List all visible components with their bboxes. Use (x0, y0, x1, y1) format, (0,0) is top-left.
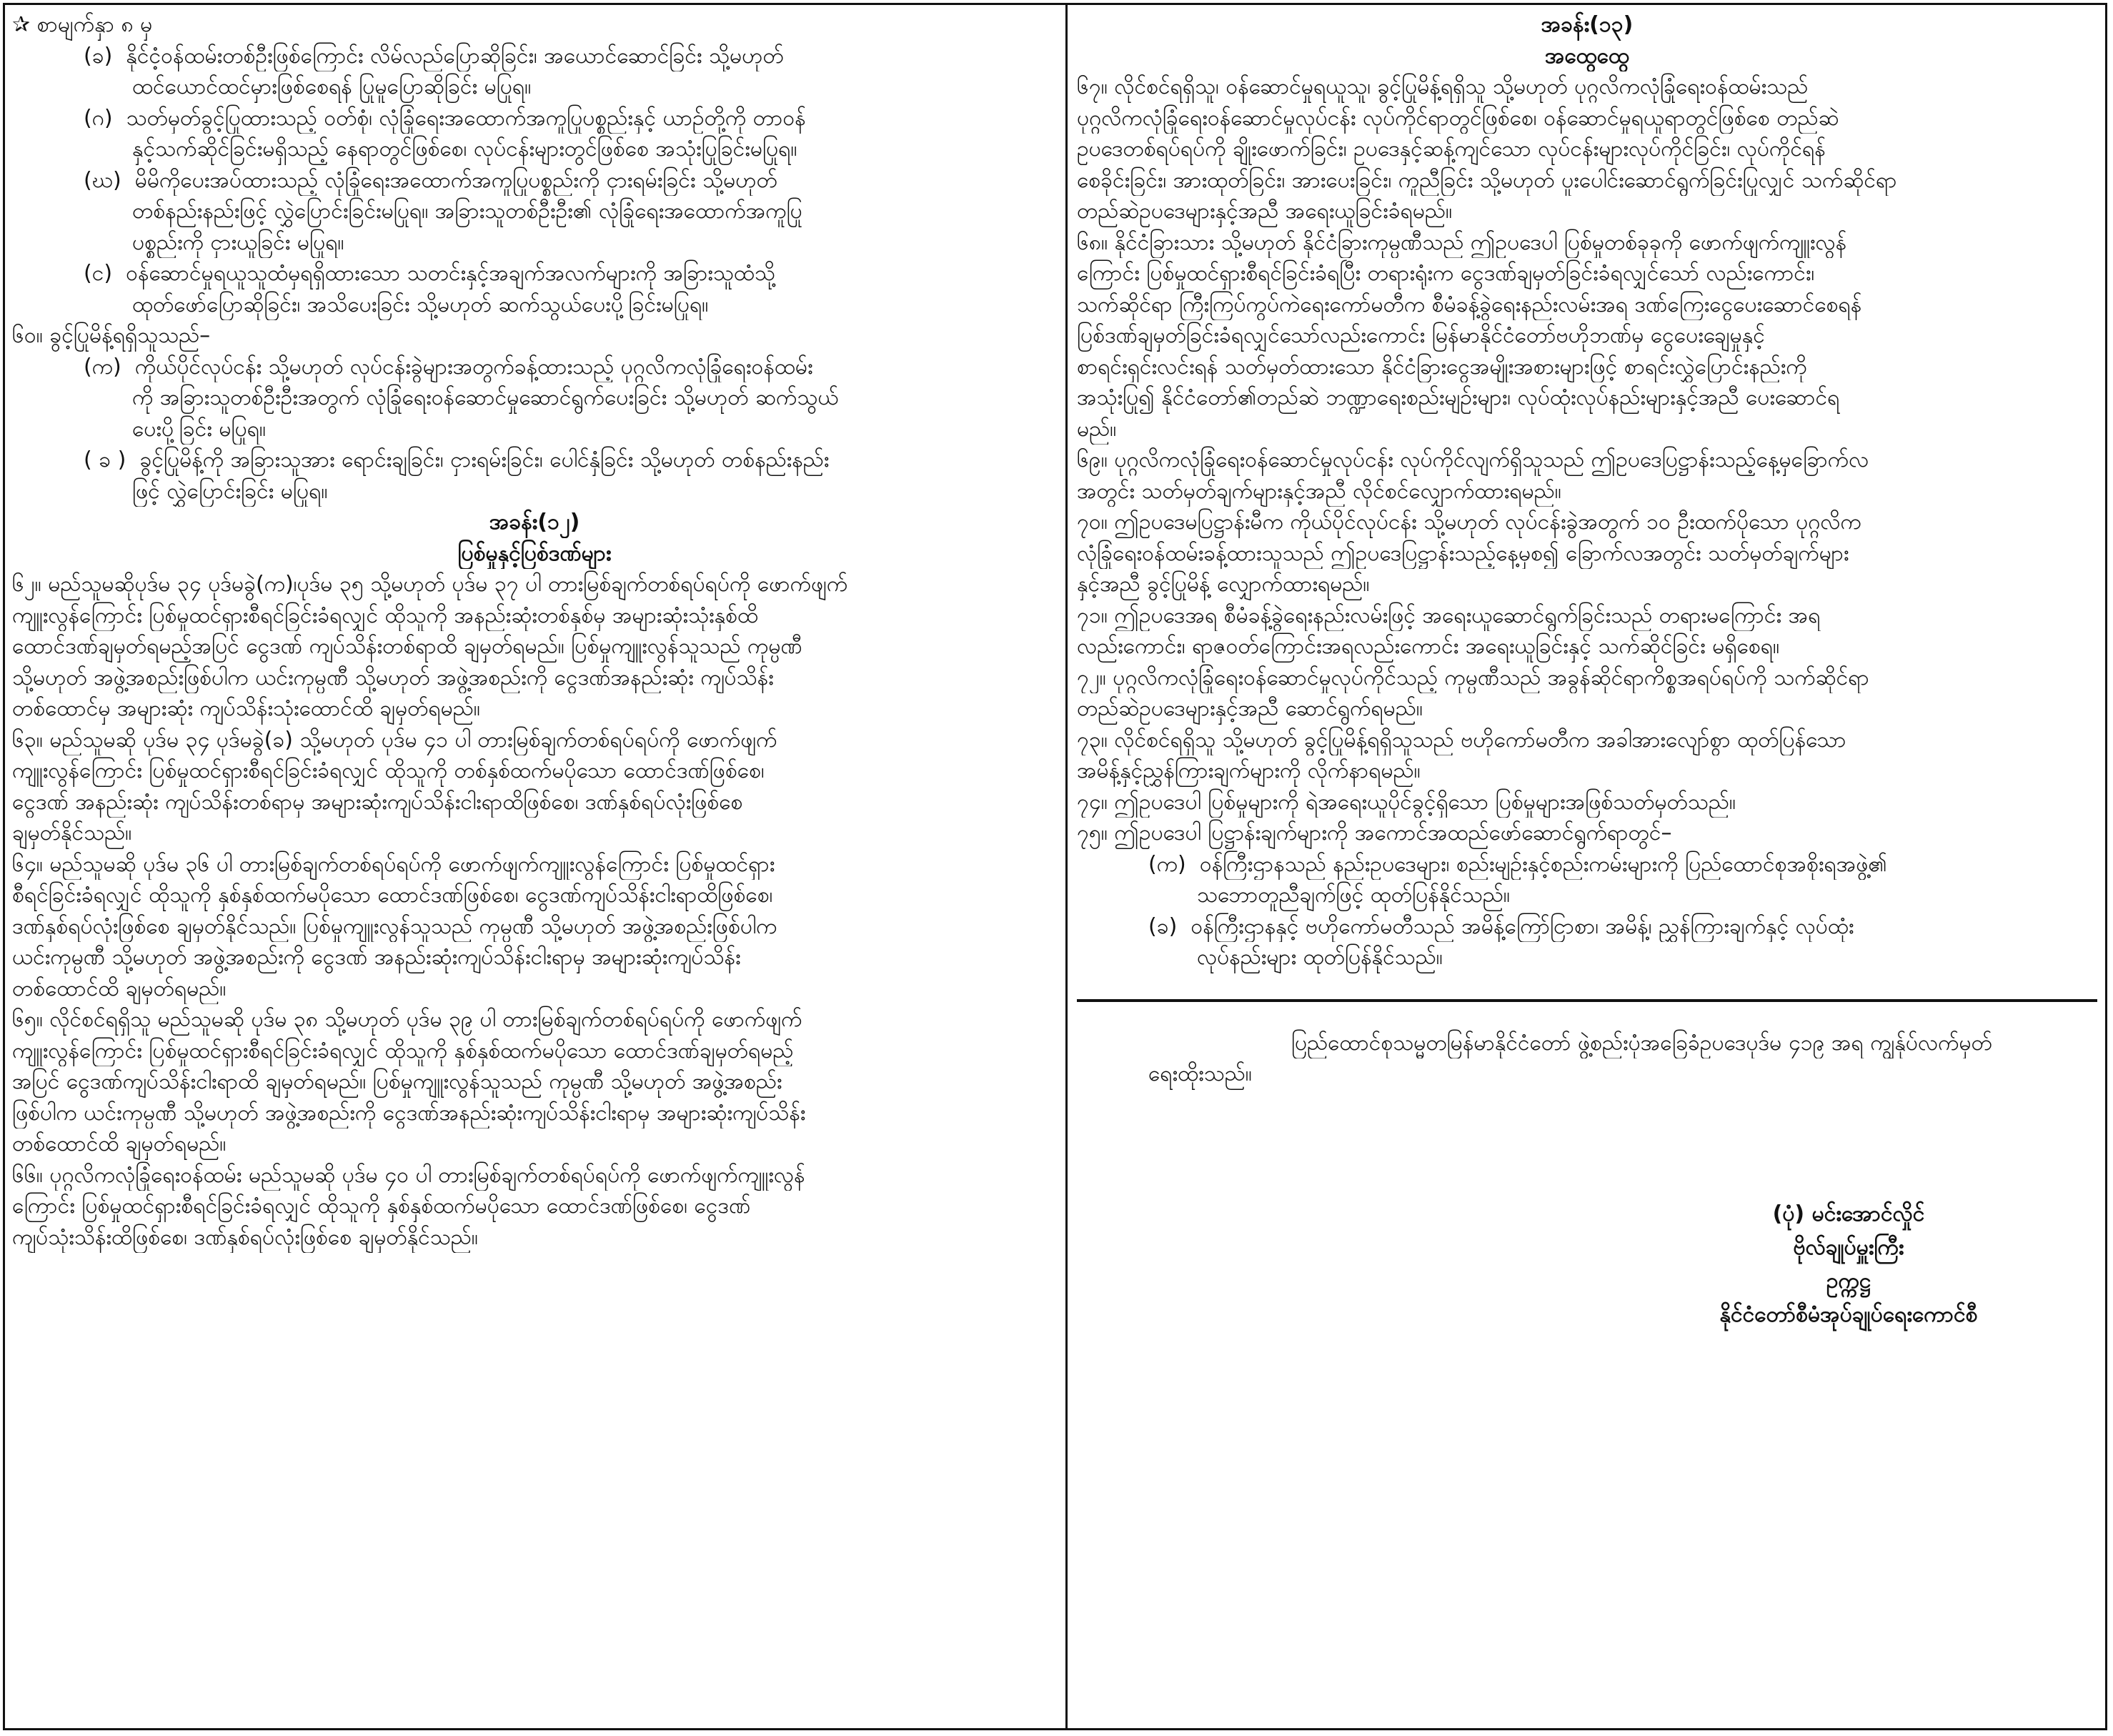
paragraph-line: ၆၆။ ပုဂ္ဂလိကလုံခြုံရေးဝန်ထမ်း မည်သူမဆို ပုဒ်မ ၄၀ ပါ တားမြစ်ချက်တစ်ရပ်ရပ်ကို ဖောက်ဖျက်ကျူးလွန် (12, 1162, 805, 1188)
section-75-ka-line2: သဘောတူညီချက်ဖြင့် ထုတ်ပြန်နိုင်သည်။ (1197, 883, 1511, 908)
section-75-lead: ၇၅။ ဤဥပဒေပါ ပြဋ္ဌာန်းချက်များကို အကောင်အထည်ဖော်ဆောင်ရွက်ရာတွင်– (1077, 820, 1672, 845)
paragraph-line: တစ်ထောင်မှ အများဆုံး ကျပ်သိန်းသုံးထောင်ထိ ချမှတ်ရမည်။ (12, 696, 480, 721)
paragraph-line: အမိန့်နှင့်ညွှန်ကြားချက်များကို လိုက်နာရမည်။ (1077, 758, 1421, 783)
paragraph-65 (12, 1004, 1057, 1160)
paragraph-line: အပြင် ငွေဒဏ်ကျပ်သိန်းငါးရာထိ ချမှတ်ရမည်။ ပြစ်မှုကျူးလွန်သူသည် ကုမ္ပဏီ သို့မဟုတ် အဖွဲ့အစည်း (12, 1069, 782, 1094)
signature-rank: ဗိုလ်ချုပ်မှူးကြီး (1793, 1234, 1904, 1260)
paragraph-line: ကျူးလွန်ကြောင်း ပြစ်မှုထင်ရှားစီရင်ခြင်းခံရလျှင် ထိုသူကို တစ်နှစ်ထက်မပိုသော ထောင်ဒဏ်ဖြစ်စေ၊ (12, 758, 765, 783)
paragraph-line: ၇၂။ ပုဂ္ဂလိကလုံခြုံရေးဝန်ဆောင်မှုလုပ်ကိုင်သည့် ကုမ္ပဏီသည် အခွန်ဆိုင်ရာကိစ္စအရပ်ရပ်ကို သက်ဆိုင်ရာ (1077, 665, 1869, 690)
paragraph-line: စီရင်ခြင်းခံရလျှင် ထိုသူကို နှစ်နှစ်ထက်မပိုသော ထောင်ဒဏ်ဖြစ်စေ၊ ငွေဒဏ်ကျပ်သိန်းငါးရာထိဖြစ်စေ၊ (12, 883, 773, 908)
paragraph-73 (1077, 725, 2097, 787)
paragraph-line: ကြောင်း ပြစ်မှုထင်ရှားစီရင်ခြင်းခံရပြီး တရားရုံးက ငွေဒဏ်ချမှတ်ခြင်းခံရလျှင်သော် လည်းကောင်း၊ (1077, 261, 1815, 286)
paragraph-line: ၆၄။ မည်သူမဆို ပုဒ်မ ၃၆ ပါ တားမြစ်ချက်တစ်ရပ်ရပ်ကို ဖောက်ဖျက်ကျူးလွန်ကြောင်း ပြစ်မှုထင်ရှား (12, 851, 775, 877)
paragraph-line: တစ်ထောင်ထိ ချမှတ်ရမည်။ (12, 1131, 227, 1156)
paragraph-line: ပြစ်ဒဏ်ချမှတ်ခြင်းခံရလျှင်သော်လည်းကောင်း မြန်မာနိုင်ငံတော်ဗဟိုဘဏ်မှ ငွေပေးချေမှုနှင့် (1077, 323, 1765, 348)
paragraph-line: ပုဂ္ဂလိကလုံခြုံရေးဝန်ဆောင်မှုလုပ်ငန်း လုပ်ကိုင်ရာတွင်ဖြစ်စေ၊ ဝန်ဆောင်မှုရယူရာတွင်ဖြစ်စေ တည်ဆဲ (1077, 105, 1839, 131)
paragraph-74 (1077, 787, 2097, 818)
paragraph-line: စာရင်းရှင်းလင်းရန် သတ်မှတ်ထားသော နိုင်ငံခြားငွေအမျိုးအစားများဖြင့် စာရင်းလွှဲပြောင်းနည်းကို (1077, 354, 1807, 380)
paragraph-68 (1077, 227, 2097, 445)
chapter-13-title: အခန်း(၁၃) (1541, 12, 1634, 37)
chapter-12-title: အခန်း(၁၂) (489, 510, 580, 535)
section-60-ka-line2: ကို အခြားသူတစ်ဦးဦးအတွက် လုံခြုံရေးဝန်ဆောင်မှုဆောင်ရွက်ပေးခြင်း သို့မဟုတ် ဆက်သွယ် (132, 385, 839, 410)
paragraph-line: ယင်းကုမ္ပဏီ သို့မဟုတ် အဖွဲ့အစည်းကို ငွေဒဏ် အနည်းဆုံးကျပ်သိန်းငါးရာမှ အများဆုံးကျပ်သိန်း (12, 945, 741, 970)
paragraph-line: ဥပဒေတစ်ရပ်ရပ်ကို ချိုးဖောက်ခြင်း၊ ဥပဒေနှင့်ဆန့်ကျင်သော လုပ်ငန်းများလုပ်ကိုင်ခြင်း၊ လုပ်ကိုင်ရန် (1077, 137, 1826, 162)
section-60-kha-line2: ဖြင့် လွှဲပြောင်းခြင်း မပြုရ။ (132, 478, 328, 504)
paragraph-line: ချမှတ်နိုင်သည်။ (12, 820, 132, 845)
paragraph-line: ၇၄။ ဤဥပဒေပါ ပြစ်မှုများကို ရဲအရေးယူပိုင်ခွင့်ရှိသော ပြစ်မှုများအဖြစ်သတ်မှတ်သည်။ (1077, 789, 1736, 815)
paragraph-67 (1077, 71, 2097, 227)
column-divider (1065, 5, 1068, 1728)
paragraph-line: နှင့်အညီ ခွင့်ပြုမိန့် လျှောက်ထားရမည်။ (1077, 572, 1370, 597)
newspaper-page (3, 3, 2107, 1730)
signature-council: နိုင်ငံတော်စီမံအုပ်ချုပ်ရေးကောင်စီ (1719, 1301, 1978, 1327)
signature-role: ဥက္ကဋ္ဌ (1826, 1268, 1871, 1294)
paragraph-line: မည်။ (1077, 416, 1117, 442)
section-75-kha-line1: (ခ) ဝန်ကြီးဌာနနှင့် ဗဟိုကော်မတီသည် အမိန့်ကြော်ငြာစာ၊ အမိန့်၊ ညွှန်ကြားချက်နှင့် လုပ်ထုံး (1148, 913, 1854, 939)
paragraph-line: ၆၂။ မည်သူမဆိုပုဒ်မ ၃၄ ပုဒ်မခွဲ(က)၊ပုဒ်မ ၃၅ သို့မဟုတ် ပုဒ်မ ၃၇ ပါ တားမြစ်ချက်တစ်ရပ်ရပ်ကို ဖောက်ဖျက် (12, 572, 848, 597)
paragraph-line: ကျပ်သုံးသိန်းထိဖြစ်စေ၊ ဒဏ်နှစ်ရပ်လုံးဖြစ်စေ ချမှတ်နိုင်သည်။ (12, 1224, 478, 1250)
right-column (1077, 9, 2097, 1724)
paragraph-line: တည်ဆဲဥပဒေများနှင့်အညီ ဆောင်ရွက်ရမည်။ (1077, 696, 1423, 721)
section-75-kha-line2: လုပ်နည်းများ ထုတ်ပြန်နိုင်သည်။ (1197, 945, 1443, 970)
item-ga-line2: နှင့်သက်ဆိုင်ခြင်းမရှိသည့် နေရာတွင်ဖြစ်စေ၊ လုပ်ငန်းများတွင်ဖြစ်စေ အသုံးပြုခြင်းမပြုရ။ (132, 137, 797, 162)
paragraph-line: ၆၈။ နိုင်ငံခြားသား သို့မဟုတ် နိုင်ငံခြားကုမ္ပဏီသည် ဤဥပဒေပါ ပြစ်မှုတစ်ခုခုကို ဖောက်ဖျက်ကျူးလွန် (1077, 229, 1847, 255)
signature-name: (ပုံ) မင်းအောင်လှိုင် (1772, 1201, 1925, 1226)
item-gha-line3: ပစ္စည်းကို ငှားယူခြင်း မပြုရ။ (132, 229, 344, 255)
chapter-12-subtitle: ပြစ်မှုနှင့်ပြစ်ဒဏ်များ (457, 540, 612, 566)
item-nga-line1: (င) ဝန်ဆောင်မှုရယူသူထံမှရရှိထားသော သတင်းနှင့်အချက်အလက်များကို အခြားသူထံသို့ (84, 261, 775, 286)
item-kha-line2: ထင်ယောင်ထင်မှားဖြစ်စေရန် ပြုမူပြောဆိုခြင်း မပြုရ။ (132, 74, 532, 99)
paragraph-line: ၇၃။ လိုင်စင်ရရှိသူ သို့မဟုတ် ခွင့်ပြုမိန့်ရရှိသူသည် ဗဟိုကော်မတီက အခါအားလျော်စွာ ထုတ်ပြန်သော (1077, 727, 1846, 753)
paragraph-line: ထောင်ဒဏ်ချမှတ်ရမည့်အပြင် ငွေဒဏ် ကျပ်သိန်းတစ်ရာထိ ချမှတ်ရမည်။ ပြစ်မှုကျူးလွန်သူသည် ကုမ္ပဏီ (12, 634, 802, 659)
paragraph-66 (12, 1160, 1057, 1254)
paragraph-line: ဖြစ်ပါက ယင်းကုမ္ပဏီ သို့မဟုတ် အဖွဲ့အစည်းကို ငွေဒဏ်အနည်းဆုံးကျပ်သိန်းငါးရာမှ အများဆုံးကျပ်သိန်း (12, 1100, 806, 1126)
signature-block (1077, 1197, 2097, 1331)
section-divider (1077, 999, 2097, 1002)
paragraph-line: တည်ဆဲဥပဒေများနှင့်အညီ အရေးယူခြင်းခံရမည်။ (1077, 199, 1453, 224)
item-gha-line1: (ဃ) မိမိကိုပေးအပ်ထားသည့် လုံခြုံရေးအထောက်အကူပြုပစ္စည်းကို ငှားရမ်းခြင်း သို့မဟုတ် (84, 167, 777, 193)
paragraph-62 (12, 569, 1057, 725)
enactment-line2: ရေးထိုးသည်။ (1148, 1061, 1252, 1086)
paragraph-line: ၆၉။ ပုဂ္ဂလိကလုံခြုံရေးဝန်ဆောင်မှုလုပ်ငန်း လုပ်ကိုင်လျက်ရှိသူသည် ဤဥပဒေပြဋ္ဌာန်းသည့်နေ့မှခြောက်လ (1077, 447, 1869, 472)
paragraph-70 (1077, 507, 2097, 600)
section-60-lead: ၆၀။ ခွင့်ပြုမိန့်ရရှိသူသည်– (12, 323, 211, 348)
left-column (12, 9, 1057, 1724)
paragraph-line: ငွေဒဏ် အနည်းဆုံး ကျပ်သိန်းတစ်ရာမှ အများဆုံးကျပ်သိန်းငါးရာထိဖြစ်စေ၊ ဒဏ်နှစ်ရပ်လုံးဖြစ်စေ (12, 789, 743, 815)
paragraph-line: ၆၅။ လိုင်စင်ရရှိသူ မည်သူမဆို ပုဒ်မ ၃၈ သို့မဟုတ် ပုဒ်မ ၃၉ ပါ တားမြစ်ချက်တစ်ရပ်ရပ်ကို ဖောက်ဖျက် (12, 1007, 802, 1032)
paragraph-71 (1077, 600, 2097, 663)
paragraph-line: တစ်ထောင်ထိ ချမှတ်ရမည်။ (12, 976, 227, 1001)
paragraph-line: ကြောင်း ပြစ်မှုထင်ရှားစီရင်ခြင်းခံရလျှင် ထိုသူကို နှစ်နှစ်ထက်မပိုသော ထောင်ဒဏ်ဖြစ်စေ၊ ငွေဒဏ် (12, 1194, 751, 1219)
item-gha-line2: တစ်နည်းနည်းဖြင့် လွှဲပြောင်းခြင်းမပြုရ။ အခြားသူတစ်ဦးဦး၏ လုံခြုံရေးအထောက်အကူပြု (132, 199, 802, 224)
item-ga-line1: (ဂ) သတ်မှတ်ခွင့်ပြုထားသည့် ဝတ်စုံ၊ လုံခြုံရေးအထောက်အကူပြုပစ္စည်းနှင့် ယာဉ်တို့ကို တာဝန် (84, 105, 806, 131)
paragraph-line: ကျူးလွန်ကြောင်း ပြစ်မှုထင်ရှားစီရင်ခြင်းခံရလျှင် ထိုသူကို နှစ်နှစ်ထက်မပိုသော ထောင်ဒဏ်ချမှတ်ရမည့် (12, 1038, 794, 1063)
paragraph-line: ၇၀။ ဤဥပဒေမပြဋ္ဌာန်းမီက ကိုယ်ပိုင်လုပ်ငန်း သို့မဟုတ် လုပ်ငန်းခွဲအတွက် ၁၀ ဦးထက်ပိုသော ပုဂ္ဂလိက (1077, 510, 1861, 535)
paragraph-line: ဒဏ်နှစ်ရပ်လုံးဖြစ်စေ ချမှတ်နိုင်သည်။ ပြစ်မှုကျူးလွန်သူသည် ကုမ္ပဏီ သို့မဟုတ် အဖွဲ့အစည်းဖြစ်ပါက (12, 913, 777, 939)
paragraph-line: စေခိုင်းခြင်း၊ အားထုတ်ခြင်း၊ အားပေးခြင်း၊ ကူညီခြင်း သို့မဟုတ် ပူးပေါင်းဆောင်ရွက်ခြင်းပြုလျှင် သက်ဆိုင်ရာ (1077, 167, 1897, 193)
paragraph-line: ၇၁။ ဤဥပဒေအရ စီမံခန့်ခွဲရေးနည်းလမ်းဖြင့် အရေးယူဆောင်ရွက်ခြင်းသည် တရားမကြောင်း အရ (1077, 602, 1821, 628)
paragraph-line: ၆၇။ လိုင်စင်ရရှိသူ၊ ဝန်ဆောင်မှုရယူသူ၊ ခွင့်ပြုမိန့်ရရှိသူ သို့မဟုတ် ပုဂ္ဂလိကလုံခြုံရေးဝန်ထမ်းသည် (1077, 74, 1809, 99)
paragraph-72 (1077, 663, 2097, 725)
paragraph-line: လည်းကောင်း၊ ရာဇဝတ်ကြောင်းအရလည်းကောင်း အရေးယူခြင်းနှင့် သက်ဆိုင်ခြင်း မရှိစေရ။ (1077, 634, 1780, 659)
paragraph-line: သက်ဆိုင်ရာ ကြီးကြပ်ကွပ်ကဲရေးကော်မတီက စီမံခန့်ခွဲရေးနည်းလမ်းအရ ဒဏ်ကြေးငွေပေးဆောင်စေရန် (1077, 292, 1862, 317)
paragraph-line: လုံခြုံရေးဝန်ထမ်းခန့်ထားသူသည် ဤဥပဒေပြဋ္ဌာန်းသည့်နေ့မှစ၍ ခြောက်လအတွင်း သတ်မှတ်ချက်များ (1077, 540, 1849, 566)
paragraph-64 (12, 849, 1057, 1005)
paragraph-line: သို့မဟုတ် အဖွဲ့အစည်းဖြစ်ပါက ယင်းကုမ္ပဏီ သို့မဟုတ် အဖွဲ့အစည်းကို ငွေဒဏ်အနည်းဆုံး ကျပ်သိန်း (12, 665, 774, 690)
section-60-kha-line1: ( ခ ) ခွင့်ပြုမိန့်ကို အခြားသူအား ရောင်းချခြင်း၊ ငှားရမ်းခြင်း၊ ပေါင်နှံခြင်း သို့မဟုတ် တစ်နည်းနည်း (84, 447, 830, 472)
paragraph-line: ၆၃။ မည်သူမဆို ပုဒ်မ ၃၄ ပုဒ်မခွဲ(ခ) သို့မဟုတ် ပုဒ်မ ၄၁ ပါ တားမြစ်ချက်တစ်ရပ်ရပ်ကို ဖောက်ဖျက် (12, 727, 777, 753)
chapter-13-subtitle: အထွေထွေ (1544, 43, 1630, 69)
paragraph-line: ကျူးလွန်ကြောင်း ပြစ်မှုထင်ရှားစီရင်ခြင်းခံရလျှင် ထိုသူကို အနည်းဆုံးတစ်နှစ်မှ အများဆုံးသုံးနှစ်ထိ (12, 602, 758, 628)
section-60-ka-line3: ပေးပို့ခြင်း မပြုရ။ (132, 416, 267, 442)
paragraph-line: အသုံးပြု၍ နိုင်ငံတော်၏တည်ဆဲ ဘဏ္ဍာရေးစည်းမျဉ်းများ၊ လုပ်ထုံးလုပ်နည်းများနှင့်အညီ ပေးဆောင်ရ (1077, 385, 1840, 410)
enactment-line1: ပြည်ထောင်စုသမ္မတမြန်မာနိုင်ငံတော် ဖွဲ့စည်းပုံအခြေခံဥပဒေပုဒ်မ ၄၁၉ အရ ကျွန်ုပ်လက်မှတ် (1291, 1030, 1992, 1056)
paragraph-line: အတွင်း သတ်မှတ်ချက်များနှင့်အညီ လိုင်စင်လျှောက်ထားရမည်။ (1077, 478, 1561, 504)
paragraph-69 (1077, 445, 2097, 507)
section-75-ka-line1: (က) ဝန်ကြီးဌာနသည် နည်းဥပဒေများ၊ စည်းမျဉ်းနှင့်စည်းကမ်းများကို ပြည်ထောင်စုအစိုးရအဖွဲ့၏ (1148, 851, 1888, 877)
continuation-note: ✰ စာမျက်နှာ ၈ မှ (12, 12, 153, 37)
paragraph-63 (12, 725, 1057, 849)
item-kha-line1: (ခ) နိုင်ငံ့ဝန်ထမ်းတစ်ဦးဖြစ်ကြောင်း လိမ်လည်ပြောဆိုခြင်း၊ အယောင်ဆောင်ခြင်း သို့မဟုတ် (84, 43, 784, 69)
section-60-ka-line1: (က) ကိုယ်ပိုင်လုပ်ငန်း သို့မဟုတ် လုပ်ငန်းခွဲများအတွက်ခန့်ထားသည့် ပုဂ္ဂလိကလုံခြုံရေးဝန်ထမ်း (84, 354, 813, 380)
item-nga-line2: ထုတ်ဖော်ပြောဆိုခြင်း၊ အသိပေးခြင်း သို့မဟုတ် ဆက်သွယ်ပေးပို့ခြင်းမပြုရ။ (132, 292, 709, 317)
